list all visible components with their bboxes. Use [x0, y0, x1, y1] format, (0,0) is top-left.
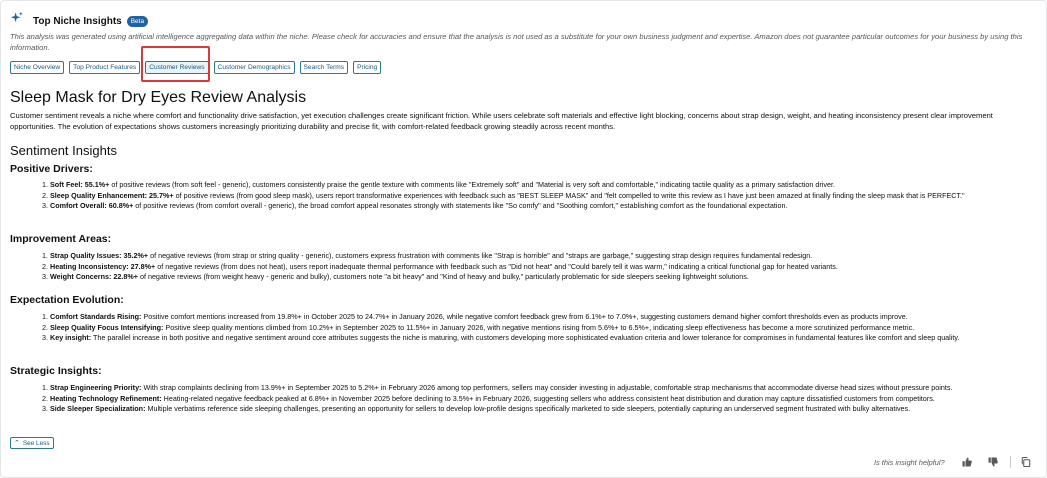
positive-drivers-list: [36, 180, 1041, 212]
see-less-label: See Less: [22, 439, 50, 447]
thumbs-down-icon[interactable]: [987, 456, 999, 468]
sentiment-heading: Sentiment Insights: [10, 143, 117, 158]
tab-top-product-features[interactable]: Top Product Features: [69, 61, 140, 74]
tab-customer-reviews[interactable]: Customer Reviews: [145, 61, 208, 74]
list-item: 3. Key insight: The parallel increase in both positive and negative sentiment around core attributes suggests the niche is maturing, with customers developing more sophisticated evaluation criteria and lower tolerance for compromises in fundamental features like comfort and sleep quality.: [50, 333, 1041, 344]
selected-tab-highlight: [141, 46, 210, 82]
footer-divider: [1010, 456, 1011, 468]
beta-badge: Beta: [127, 16, 148, 27]
feedback-question: Is this insight helpful?: [874, 458, 945, 467]
list-item: 1. Soft Feel: 55.1%+ of positive reviews (from soft feel - generic), customers consistently praise the gentle texture with comments like "Extremely soft" and "Material is very soft and comfortable," indicating tactile quality as a primary satisfaction driver.: [50, 180, 1041, 191]
page-title: Sleep Mask for Dry Eyes Review Analysis: [10, 89, 307, 106]
list-item: 1. Strap Engineering Priority: With strap complaints declining from 13.9%+ in September 2025 to 5.2%+ in February 2026 among top performers, sellers may consider investing in adjustable, comfortable strap mechanisms that accommodate diverse head sizes without pressure points.: [50, 383, 1041, 394]
list-item: 2. Sleep Quality Focus Intensifying: Positive sleep quality mentions climbed from 10.2%+ in September 2025 to 11.5%+ in January 2026, with negative mentions rising from 5.6%+ to 6.5%+, indicating sleep effectiveness has become a more scrutinized performance metric.: [50, 323, 1041, 334]
thumbs-up-icon[interactable]: [961, 456, 973, 468]
panel-header: [10, 10, 148, 32]
tab-pricing[interactable]: Pricing: [353, 61, 381, 74]
list-item: 3. Side Sleeper Specialization: Multiple verbatims reference side sleeping challenges, presenting an opportunity for sellers to develop low-profile designs specifically marketed to side sleepers, potentially capturing an underserved segment frustrated with bulky alternatives.: [50, 404, 1041, 415]
strategic-insights-list: [36, 383, 1041, 415]
expectation-evolution-list: [36, 312, 1041, 344]
section-heading-strategic: Strategic Insights:: [10, 365, 102, 377]
list-item: 2. Sleep Quality Enhancement: 25.7%+ of positive reviews (from good sleep mask), users report transformative experiences with feedback such as "BEST SLEEP MASK" and "felt compelled to write this review as I have just been amazed at finally finding the sleep mask that is PERFECT.": [50, 191, 1041, 202]
section-heading-positive: Positive Drivers:: [10, 163, 93, 175]
list-item: 1. Strap Quality Issues: 35.2%+ of negative reviews (from strap or string quality - generic), customers express frustration with comments like "Strap is horrible" and "straps are garbage," suggesting strap design requires fundamental redesign.: [50, 251, 1041, 262]
list-item: 3. Comfort Overall: 60.8%+ of positive reviews (from comfort overall - generic), the broad comfort appeal resonates strongly with statements like "So comfy" and "Soothing comfort," establishing comfort as the foundational expectation.: [50, 201, 1041, 212]
chevron-up-icon: ⌃: [14, 440, 20, 447]
summary-paragraph: Customer sentiment reveals a niche where comfort and functionality drive satisfaction, yet execution challenges create significant friction. While users celebrate soft materials and effective light blocking, concerns about strap design, weight, and heating inconsistency present clear improvement opportunities. The evolution of expectations shows customers increasingly prioritizing durability and precise fit, with comfort-related feedback growing steadily across recent months.: [10, 111, 993, 131]
see-less-button[interactable]: [10, 437, 54, 449]
list-item: 1. Comfort Standards Rising: Positive comfort mentions increased from 19.8%+ in October 2025 to 24.7%+ in January 2026, while negative comfort feedback grew from 6.1%+ to 7.0%+, suggesting customers demand higher comfort thresholds even as products improve.: [50, 312, 1041, 323]
improvement-areas-list: [36, 251, 1041, 283]
list-item: 2. Heating Inconsistency: 27.8%+ of negative reviews (from does not heat), users report inadequate thermal performance with feedback such as "Did not heat" and "Could barely tell it was warm," indicating a critical functional gap for heated variants.: [50, 262, 1041, 273]
panel-title: Top Niche Insights: [33, 15, 122, 27]
copy-icon[interactable]: [1020, 456, 1032, 468]
section-heading-improvement: Improvement Areas:: [10, 233, 112, 245]
list-item: 3. Weight Concerns: 22.8%+ of negative reviews (from weight heavy - generic and bulky), customers note "a bit heavy" and "Kind of heavy and bulky," particularly problematic for side sleepers seeking lightweight solutions.: [50, 272, 1041, 283]
sparkle-icon: [10, 11, 24, 25]
tab-search-terms[interactable]: Search Terms: [300, 61, 349, 74]
tab-niche-overview[interactable]: Niche Overview: [10, 61, 64, 74]
section-heading-evolution: Expectation Evolution:: [10, 294, 124, 306]
list-item: 2. Heating Technology Refinement: Heating-related negative feedback peaked at 6.8%+ in November 2025 before declining to 3.5%+ in February 2026, suggesting sellers who address consistent heat distribution and duration may capture dissatisfied customers from competitors.: [50, 394, 1041, 405]
tab-customer-demographics[interactable]: Customer Demographics: [214, 61, 295, 74]
ai-disclaimer: This analysis was generated using artificial intelligence aggregating data within the niche. Please check for accuracies and ensure that the analysis is not used as a substitute for your own business judgment and expertise. Amazon does not guarantee particular outcomes for your business by using this information.: [10, 32, 1023, 52]
